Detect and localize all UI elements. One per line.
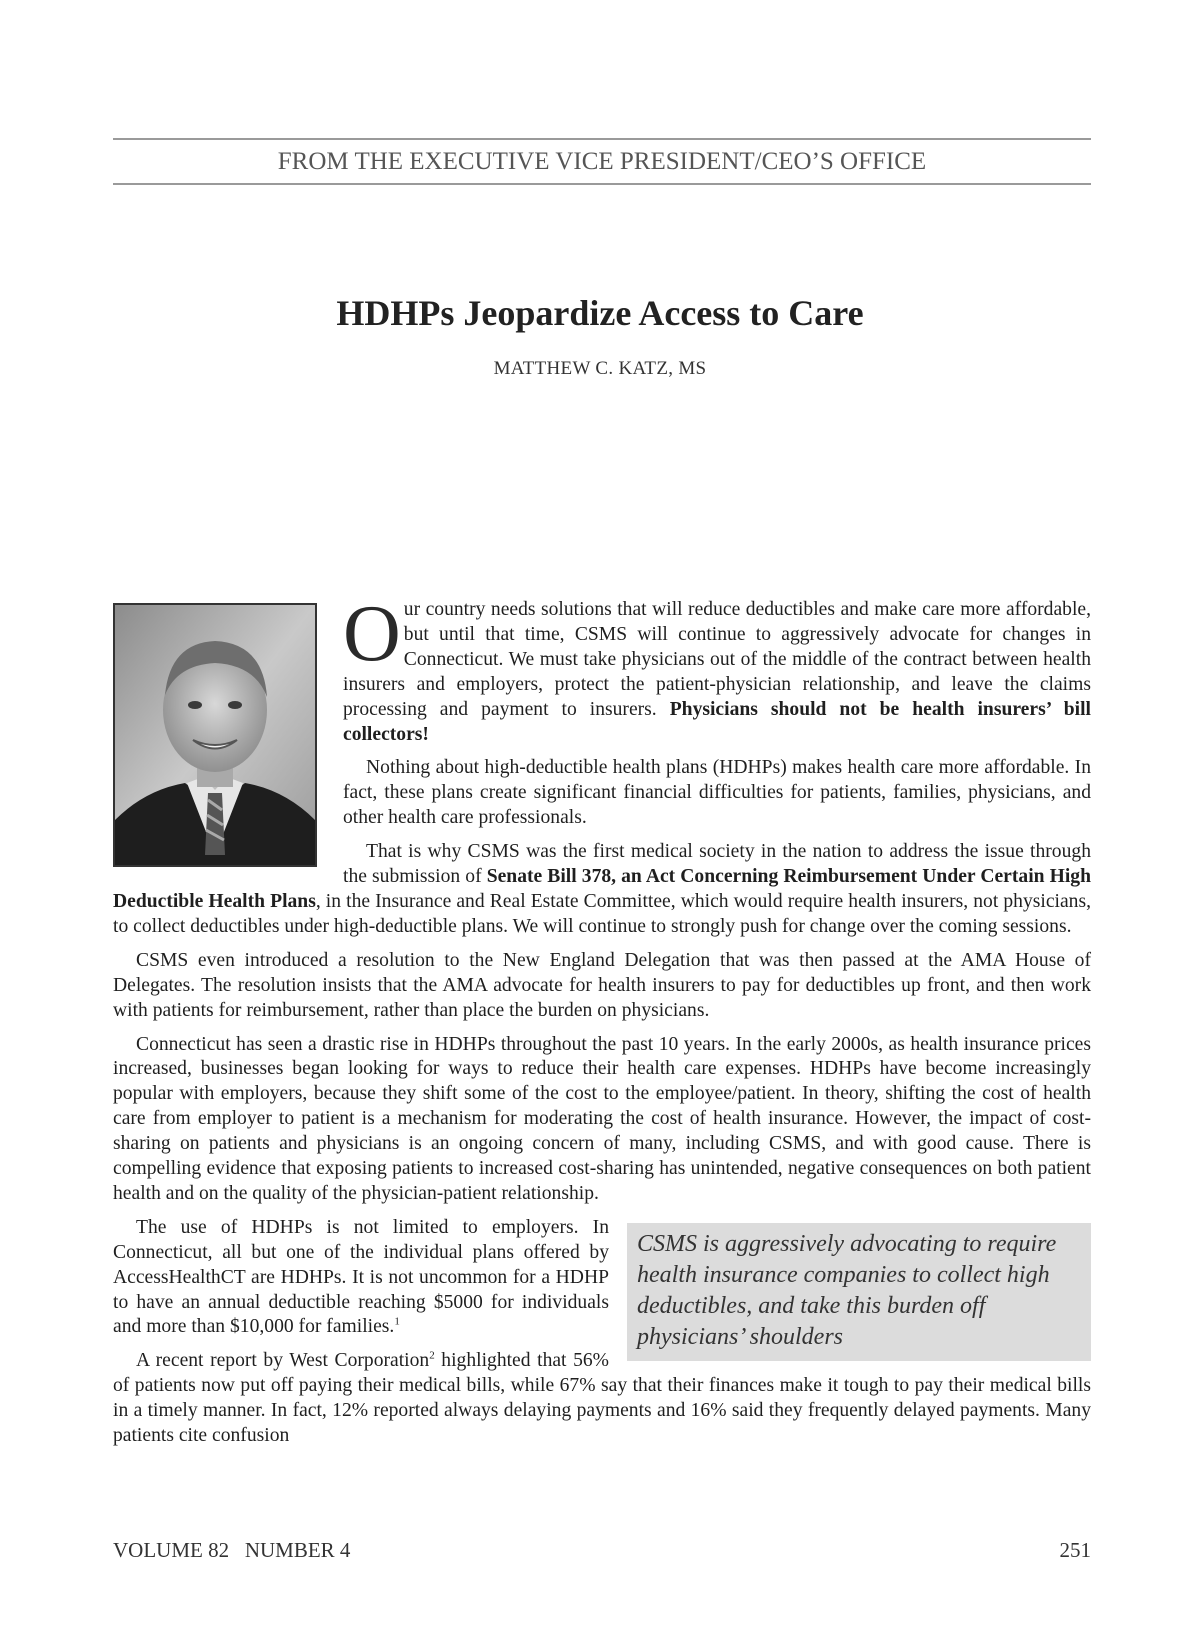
section-header [113, 138, 1091, 185]
paragraph-2: Nothing about high-deductible health plans (HDHPs) makes health care more affordable. In fact, these plans create significant financial difficulties for patients, families, physicians, and other health care professionals. [343, 757, 1091, 829]
drop-cap: O [343, 590, 401, 678]
paragraph-5: Connecticut has seen a drastic rise in HDHPs throughout the past 10 years. In the early 2000s, as health insurance prices increased, businesses began looking for ways to reduce their health care expenses. HDHPs have become increasingly popular with employers, because they shift some of the cost to the employee/patient. In theory, shifting the cost of health care from employer to patient is a mechanism for moderating the cost of health insurance. However, the impact of cost-sharing on patients and physicians is an ongoing concern of many, including CSMS, and with good cause. There is compelling evidence that exposing patients to increased cost-sharing has unintended, negative consequences on both patient health and on the quality of the physician-patient relationship. [113, 1033, 1091, 1204]
paragraph-7 [113, 1349, 1091, 1449]
paragraph-3-text: That is why CSMS was the first medical society in the nation to address the issue through the submission of [343, 841, 1091, 888]
paragraph-3-text-end: , in the Insurance and Real Estate Committee, which would require health insurers, not physicians, to collect deductibles under high-deductible plans. We will continue to strongly push for change over the coming sessions. [113, 890, 1091, 937]
paragraph-4: CSMS even introduced a resolution to the New England Delegation that was then passed at the AMA House of Delegates. The resolution insists that the AMA advocate for health insurers to pay for deductibles up front, and then work with patients for reimbursement, rather than place the burden on physicians. [113, 949, 1091, 1021]
footnote-ref-2: 2 [429, 1349, 435, 1362]
volume-number: VOLUME 82 NUMBER 4 [113, 1538, 351, 1562]
author-portrait-icon [115, 605, 315, 865]
article-body [113, 590, 1092, 1458]
paragraph-7-text-end: highlighted that 56% of patients now put off paying their medical bills, while 67% say that their finances make it tough to pay their medical bills in a timely manner. In fact, 12% reported always delaying payments and 16% said they frequently delayed payments. Many patients cite confusion [113, 1350, 1091, 1447]
section-header-text: FROM THE EXECUTIVE VICE PRESIDENT/CEO’S OFFICE [277, 147, 927, 175]
pull-quote: CSMS is aggressively advocating to require health insurance companies to collect high deductibles, and take this burden off physicians’ shoulders [627, 1223, 1091, 1361]
author-byline: MATTHEW C. KATZ, MS [493, 358, 707, 379]
paragraph-1-bold: Physicians should not be health insurers’ bill collectors! [343, 698, 1091, 745]
senate-bill-title: Senate Bill 378, an Act Concerning Reimbursement Under Certain High Deductible Health Plans [113, 866, 1092, 912]
page-number: 251 [1059, 1538, 1091, 1562]
article-title: HDHPs Jeopardize Access to Care [336, 293, 864, 333]
author-photo [113, 603, 317, 867]
paragraph-6-text: The use of HDHPs is not limited to employers. In Connecticut, all but one of the individual plans offered by AccessHealthCT are HDHPs. It is not uncommon for a HDHP to have an annual deductible reaching $5000 for individuals and more than $10,000 for families. [113, 1216, 609, 1338]
paragraph-7-text: A recent report by West Corporation [136, 1350, 430, 1372]
footnote-ref-1: 1 [394, 1315, 400, 1328]
paragraph-1-text: ur country needs solutions that will reduce deductibles and make care more affordable, but until that time, CSMS will continue to aggressively advocate for changes in Connecticut. We must take physicians out of the middle of the contract between health insurers and employers, protect the patient-physician relationship, and leave the claims processing and payment to insurers. [343, 599, 1091, 720]
